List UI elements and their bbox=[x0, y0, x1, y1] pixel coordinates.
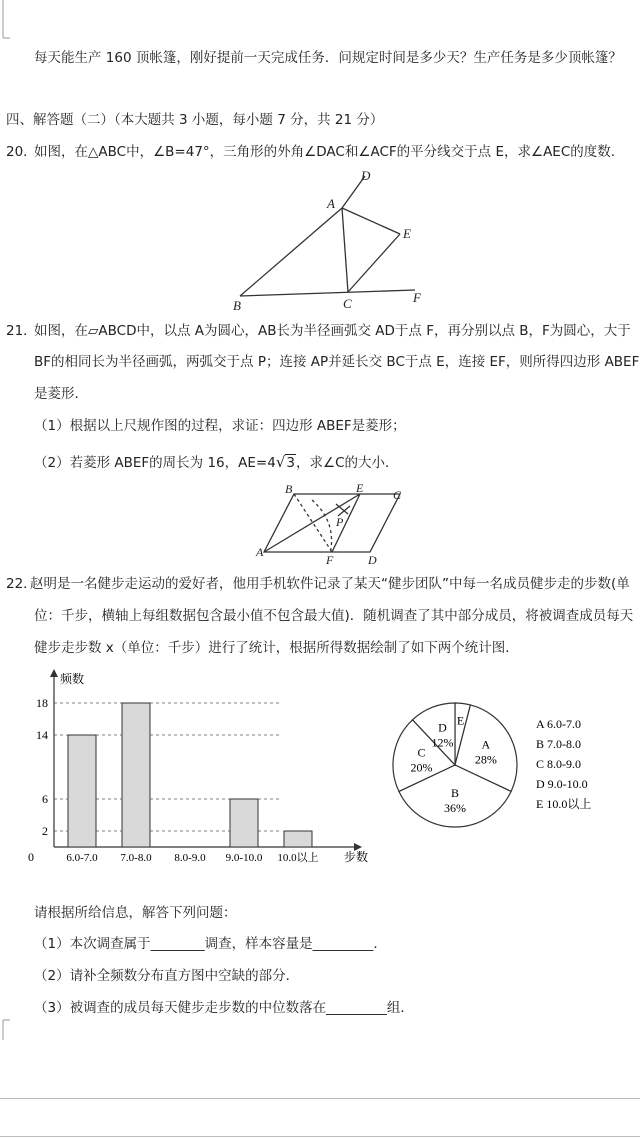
bar bbox=[284, 831, 312, 847]
x-tick-label: 6.0-7.0 bbox=[66, 852, 98, 864]
q21-rhombus-figure bbox=[252, 482, 412, 566]
y-tick-label: 18 bbox=[36, 696, 48, 710]
segment-AE bbox=[342, 208, 400, 234]
legend-entry: E 10.0以上 bbox=[536, 797, 592, 811]
q21-line2: BF的相同长为半径画弧，两弧交于点 P；连接 AP并延长交 BC于点 E，连接 EF，则所得四边形 ABEF bbox=[34, 354, 640, 370]
q22-line3: 健步走步数 x（单位：千步）进行了统计，根据所得数据绘制了如下两个统计图． bbox=[34, 640, 519, 656]
segment-BF bbox=[240, 290, 415, 296]
q22-intro: 请根据所给信息，解答下列问题： bbox=[34, 905, 237, 921]
pie-slice-label: C bbox=[417, 745, 426, 760]
label-C: C bbox=[393, 488, 402, 502]
y-tick-label: 14 bbox=[36, 728, 48, 742]
pie-chart bbox=[390, 700, 640, 830]
origin-label: 0 bbox=[28, 850, 34, 864]
legend-entry: C 8.0-9.0 bbox=[536, 757, 581, 771]
label-A: A bbox=[327, 196, 335, 211]
crop-mark-top bbox=[0, 0, 12, 40]
crop-mark-bottom bbox=[0, 1018, 12, 1042]
y-axis-label: 频数 bbox=[60, 672, 85, 686]
page-footer-rule-2 bbox=[0, 1136, 640, 1137]
bar bbox=[68, 735, 96, 847]
segment-AC bbox=[342, 208, 348, 292]
pie-slice-label: E bbox=[456, 713, 465, 728]
label-D: D bbox=[361, 168, 371, 183]
y-axis-arrow bbox=[50, 669, 58, 677]
label-B: B bbox=[285, 482, 293, 496]
x-tick-label: 9.0-10.0 bbox=[225, 852, 263, 864]
sqrt-radicand: 3 bbox=[286, 455, 295, 471]
q22-sub3: （3）被调查的成员每天健步走步数的中位数落在_________组． bbox=[34, 1000, 414, 1016]
q20-triangle-figure bbox=[225, 168, 435, 316]
x-tick-label: 7.0-8.0 bbox=[120, 852, 152, 864]
pie-slice-label: B bbox=[450, 786, 460, 801]
x-tick-label: 8.0-9.0 bbox=[174, 852, 206, 864]
q21-part1: （1）根据以上尺规作图的过程，求证：四边形 ABEF是菱形； bbox=[34, 418, 406, 434]
pie-slice-label: A bbox=[481, 737, 491, 752]
pie-percent-label: 12% bbox=[431, 735, 454, 750]
label-F: F bbox=[413, 290, 421, 305]
segment-CE bbox=[348, 234, 400, 292]
x-tick-label: 10.0以上 bbox=[277, 852, 319, 864]
q22-line1: 赵明是一名健步走运动的爱好者，他用手机软件记录了某天“健步团队”中每一名成员健步走的步数(单 bbox=[30, 576, 630, 592]
label-E: E bbox=[356, 482, 364, 495]
label-F: F bbox=[326, 553, 334, 566]
y-tick-label: 2 bbox=[42, 824, 48, 838]
label-C: C bbox=[343, 296, 352, 311]
q22-number: 22． bbox=[6, 576, 37, 592]
bar bbox=[230, 799, 258, 847]
legend-entry: A 6.0-7.0 bbox=[536, 717, 581, 731]
segment-BA bbox=[240, 208, 342, 296]
section-heading: 四、解答题（二）（本大题共 3 小题，每小题 7 分，共 21 分） bbox=[6, 112, 384, 128]
page-footer-rule-1 bbox=[0, 1098, 640, 1099]
sqrt-sign: √ bbox=[275, 453, 286, 471]
q21-part2-end: ，求∠C的大小． bbox=[295, 455, 399, 471]
q22-line2: 位：千步，横轴上每组数据包含最小值不包含最大值)．随机调查了其中部分成员，将被调查成员每天 bbox=[34, 608, 634, 624]
label-P: P bbox=[336, 515, 344, 529]
pie-percent-label: 36% bbox=[444, 801, 466, 816]
label-B: B bbox=[233, 298, 241, 313]
frequency-histogram bbox=[14, 665, 384, 865]
q20-text: 如图，在△ABC中，∠B=47°，三角形的外角∠DAC和∠ACF的平分线交于点 E，求∠AEC的度数． bbox=[34, 144, 625, 160]
q21-part2-start: （2）若菱形 ABEF的周长为 16，AE=4 bbox=[34, 455, 276, 471]
pie-percent-label: 28% bbox=[474, 752, 497, 767]
q22-sub1: （1）本次调查属于________调查，样本容量是_________． bbox=[34, 936, 387, 952]
pie-slice-label: D bbox=[438, 720, 447, 735]
q21-number: 21． bbox=[6, 323, 37, 339]
legend-entry: B 7.0-8.0 bbox=[536, 737, 581, 751]
q21-line1: 如图，在▱ABCD中，以点 A为圆心，AB长为半径画弧交 AD于点 F，再分别以点 B，F为圆心，大于 bbox=[34, 323, 631, 339]
q20-number: 20． bbox=[6, 144, 37, 160]
label-E: E bbox=[403, 226, 411, 241]
q19-line: 每天能生产 160 顶帐篷，刚好提前一天完成任务．问规定时间是多少天？生产任务是多少顶帐篷？ bbox=[34, 50, 622, 66]
q21-line3: 是菱形． bbox=[34, 386, 88, 402]
x-axis-label: 步数 bbox=[344, 850, 369, 864]
label-D: D bbox=[368, 553, 377, 566]
bar bbox=[122, 703, 150, 847]
q21-part2 bbox=[34, 452, 399, 473]
label-A: A bbox=[256, 545, 264, 559]
legend-entry: D 9.0-10.0 bbox=[536, 777, 588, 791]
y-tick-label: 6 bbox=[42, 792, 48, 806]
q22-sub2: （2）请补全频数分布直方图中空缺的部分． bbox=[34, 968, 300, 984]
pie-percent-label: 20% bbox=[410, 760, 433, 775]
